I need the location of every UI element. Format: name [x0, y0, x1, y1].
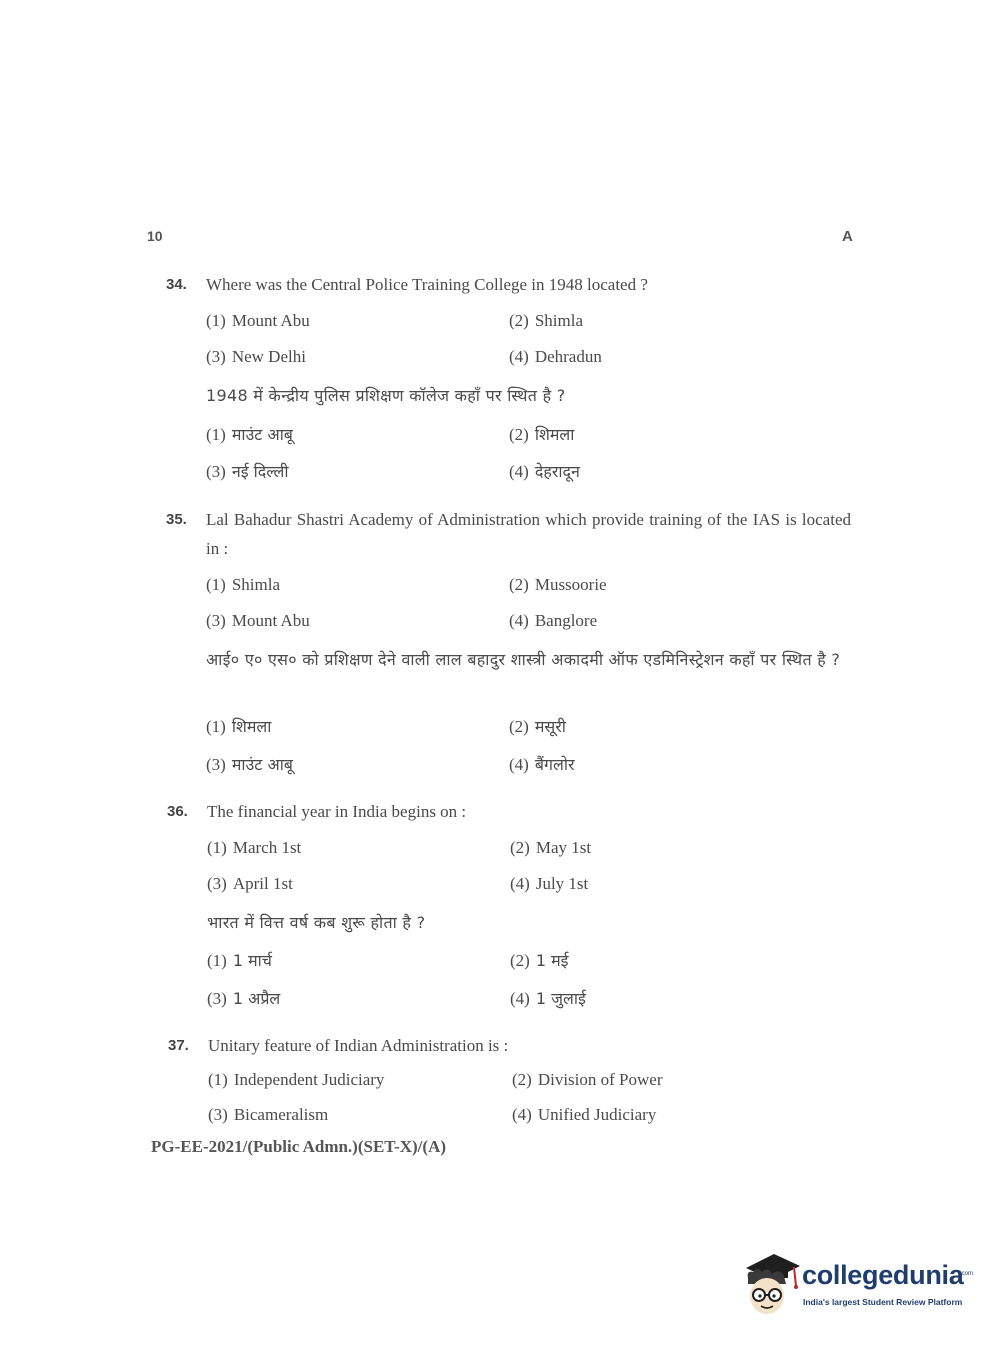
question-number: 37.	[168, 1037, 189, 1054]
option-text: Mussoorie	[534, 575, 607, 594]
option-3-hi	[206, 753, 293, 775]
option-number: (4)	[509, 611, 529, 630]
brand-name: collegedunia	[802, 1260, 964, 1290]
option-3-hi	[207, 987, 280, 1009]
option-text: 1 जुलाई	[535, 989, 586, 1008]
option-number: (1)	[206, 425, 226, 444]
option-text: Unified Judiciary	[537, 1105, 657, 1124]
option-number: (4)	[509, 462, 529, 481]
option-number: (3)	[206, 611, 226, 630]
option-text: Bicameralism	[233, 1105, 329, 1124]
option-3-hi	[206, 460, 289, 482]
question-number: 34.	[166, 276, 187, 293]
option-number: (2)	[512, 1070, 532, 1089]
option-1-en	[208, 1070, 384, 1090]
option-3-en	[206, 347, 306, 367]
question-text-hi: भारत में वित्त वर्ष कब शुरू होता है ?	[207, 913, 426, 932]
option-1-hi	[206, 423, 293, 445]
option-4-en	[509, 611, 597, 631]
option-text: July 1st	[535, 874, 589, 893]
question-number: 35.	[166, 511, 187, 528]
option-text: नई दिल्ली	[231, 462, 289, 481]
option-2-en	[510, 838, 591, 858]
option-number: (2)	[509, 311, 529, 330]
option-1-en	[207, 838, 301, 858]
question-text-en: Lal Bahadur Shastri Academy of Administration which provide training of the IAS is located in :	[206, 510, 851, 558]
option-1-hi	[207, 949, 272, 971]
option-number: (1)	[208, 1070, 228, 1089]
collegedunia-logo	[740, 1250, 972, 1320]
paper-code: PG-EE-2021/(Public Admn.)(SET-X)/(A)	[151, 1137, 447, 1156]
option-text: मसूरी	[534, 717, 566, 736]
option-text: March 1st	[232, 838, 302, 857]
question-number: 36.	[167, 803, 188, 820]
option-number: (1)	[206, 575, 226, 594]
option-3-en	[208, 1105, 328, 1125]
option-2-hi	[510, 949, 569, 971]
option-number: (1)	[207, 951, 227, 970]
option-text: Division of Power	[537, 1070, 663, 1089]
question-text-en: Unitary feature of Indian Administration is :	[208, 1036, 509, 1055]
option-number: (1)	[207, 838, 227, 857]
option-text: माउंट आबू	[231, 425, 293, 444]
option-number: (2)	[509, 717, 529, 736]
question-text-en: The financial year in India begins on :	[207, 802, 467, 821]
option-text: शिमला	[534, 425, 575, 444]
option-number: (2)	[509, 575, 529, 594]
option-number: (4)	[509, 755, 529, 774]
option-number: (4)	[512, 1105, 532, 1124]
option-2-hi	[509, 423, 574, 445]
option-1-en	[206, 575, 280, 595]
option-text: New Delhi	[231, 347, 306, 366]
option-number: (3)	[206, 755, 226, 774]
option-4-hi	[510, 987, 586, 1009]
option-text: 1 अप्रैल	[232, 989, 281, 1008]
option-text: माउंट आबू	[231, 755, 293, 774]
option-text: Shimla	[231, 575, 280, 594]
question-text-hi: 1948 में केन्द्रीय पुलिस प्रशिक्षण कॉलेज कहाँ पर स्थित है ?	[206, 386, 566, 405]
option-number: (1)	[206, 717, 226, 736]
option-3-en	[207, 874, 293, 894]
option-text: Banglore	[534, 611, 598, 630]
option-text: देहरादून	[534, 462, 580, 481]
option-text: बैंगलोर	[534, 755, 575, 774]
option-number: (3)	[207, 989, 227, 1008]
option-1-hi	[206, 715, 271, 737]
option-number: (3)	[206, 347, 226, 366]
brand-suffix: .com	[960, 1271, 974, 1277]
option-2-hi	[509, 715, 566, 737]
option-4-en	[510, 874, 588, 894]
option-4-hi	[509, 753, 575, 775]
question-text-hi: आई० ए० एस० को प्रशिक्षण देने वाली लाल बहादुर शास्त्री अकादमी ऑफ एडमिनिस्ट्रेशन कहाँ पर स्थित है ?	[206, 650, 841, 669]
option-2-en	[509, 575, 607, 595]
option-text: Shimla	[534, 311, 583, 330]
option-number: (2)	[510, 838, 530, 857]
option-number: (3)	[208, 1105, 228, 1124]
option-3-en	[206, 611, 310, 631]
option-text: Mount Abu	[231, 311, 310, 330]
option-text: शिमला	[231, 717, 272, 736]
option-4-en	[509, 347, 602, 367]
option-text: April 1st	[232, 874, 293, 893]
option-2-en	[509, 311, 583, 331]
option-number: (4)	[510, 989, 530, 1008]
option-text: Mount Abu	[231, 611, 310, 630]
option-number: (4)	[510, 874, 530, 893]
option-text: 1 मई	[535, 951, 569, 970]
brand-tagline: India's largest Student Review Platform	[803, 1297, 963, 1307]
option-1-en	[206, 311, 310, 331]
option-number: (2)	[510, 951, 530, 970]
option-text: 1 मार्च	[232, 951, 272, 970]
option-text: Independent Judiciary	[233, 1070, 385, 1089]
option-number: (3)	[206, 462, 226, 481]
set-letter: A	[842, 228, 853, 245]
option-4-en	[512, 1105, 656, 1125]
page-number: 10	[147, 228, 163, 244]
option-text: May 1st	[535, 838, 592, 857]
option-number: (4)	[509, 347, 529, 366]
option-2-en	[512, 1070, 663, 1090]
option-4-hi	[509, 460, 580, 482]
option-number: (1)	[206, 311, 226, 330]
mascot-icon	[740, 1250, 802, 1320]
question-text-en: Where was the Central Police Training College in 1948 located ?	[206, 275, 648, 294]
option-text: Dehradun	[534, 347, 602, 366]
option-number: (2)	[509, 425, 529, 444]
option-number: (3)	[207, 874, 227, 893]
